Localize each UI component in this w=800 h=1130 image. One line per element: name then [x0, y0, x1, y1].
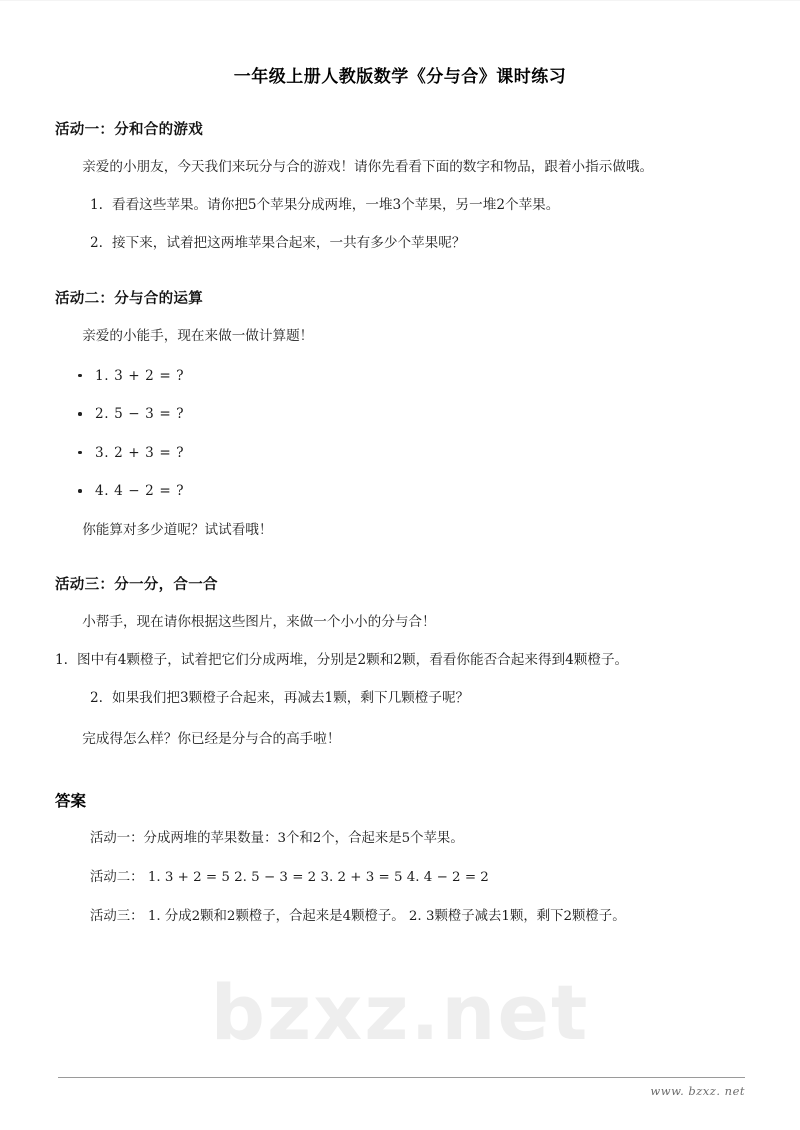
page-title: 一年级上册人教版数学《分与合》课时练习 [233, 67, 567, 87]
math-problem-list [55, 348, 745, 502]
list-item-marker: 1. [55, 652, 68, 669]
section-outro-activity-3: 完成得怎么样？你已经是分与合的高手啦！ [82, 730, 341, 747]
footer-url: www. bzxz. net [650, 1084, 745, 1098]
footer-divider [58, 1077, 745, 1078]
list-item: 4. 4 − 2 = ? [55, 463, 745, 501]
list-item-marker: 2. [90, 690, 103, 707]
section-outro-activity-2: 你能算对多少道呢？试试看哦！ [82, 521, 273, 538]
section-heading-activity-3: 活动三：分一分，合一合 [55, 576, 218, 593]
answer-line: 活动三： 1. 分成2颗和2颗橙子，合起来是4颗橙子。 2. 3颗橙子减去1颗，剩下2颗橙子。 [90, 909, 626, 925]
list-item: 2. 5 − 3 = ? [55, 386, 745, 424]
list-item-text: 如果我们把3颗橙子合起来，再减去1颗，剩下几颗橙子呢？ [112, 690, 470, 707]
answer-line: 活动二： 1. 3 + 2 = 5 2. 5 − 3 = 2 3. 2 + 3 = 5 4. 4 − 2 = 2 [90, 869, 489, 885]
list-item [55, 179, 745, 217]
section-heading-activity-2: 活动二：分与合的运算 [55, 290, 203, 307]
section-intro-activity-3: 小帮手，现在请你根据这些图片，来做一个小小的分与合！ [82, 613, 436, 630]
section-heading-activity-1: 活动一：分和合的游戏 [55, 122, 203, 138]
list-item [55, 217, 745, 255]
list-item-text: 图中有4颗橙子，试着把它们分成两堆，分别是2颗和2颗，看看你能否合起来得到4颗橙子。 [77, 652, 629, 669]
list-item [55, 672, 745, 710]
section-intro-activity-2: 亲爱的小能手，现在来做一做计算题！ [82, 327, 314, 344]
watermark-bzxz: bzxz.net [210, 968, 590, 1057]
page-footer [58, 1077, 745, 1098]
list-item-marker: 1. [90, 197, 103, 214]
list-item: 1. 3 + 2 = ? [55, 348, 745, 386]
answer-line: 活动一：分成两堆的苹果数量：3个和2个，合起来是5个苹果。 [90, 830, 464, 846]
list-item [55, 634, 745, 672]
list-item: 3. 2 + 3 = ? [55, 425, 745, 463]
list-item-marker: 2. [90, 235, 103, 252]
list-item-text: 接下来，试着把这两堆苹果合起来，一共有多少个苹果呢？ [112, 235, 466, 252]
list-item-text: 看看这些苹果。请你把5个苹果分成两堆，一堆3个苹果，另一堆2个苹果。 [112, 197, 560, 214]
section-intro-activity-1: 亲爱的小朋友，今天我们来玩分与合的游戏！请你先看看下面的数字和物品，跟着小指示做哦。 [82, 159, 654, 175]
section-heading-answers: 答案 [55, 791, 87, 810]
